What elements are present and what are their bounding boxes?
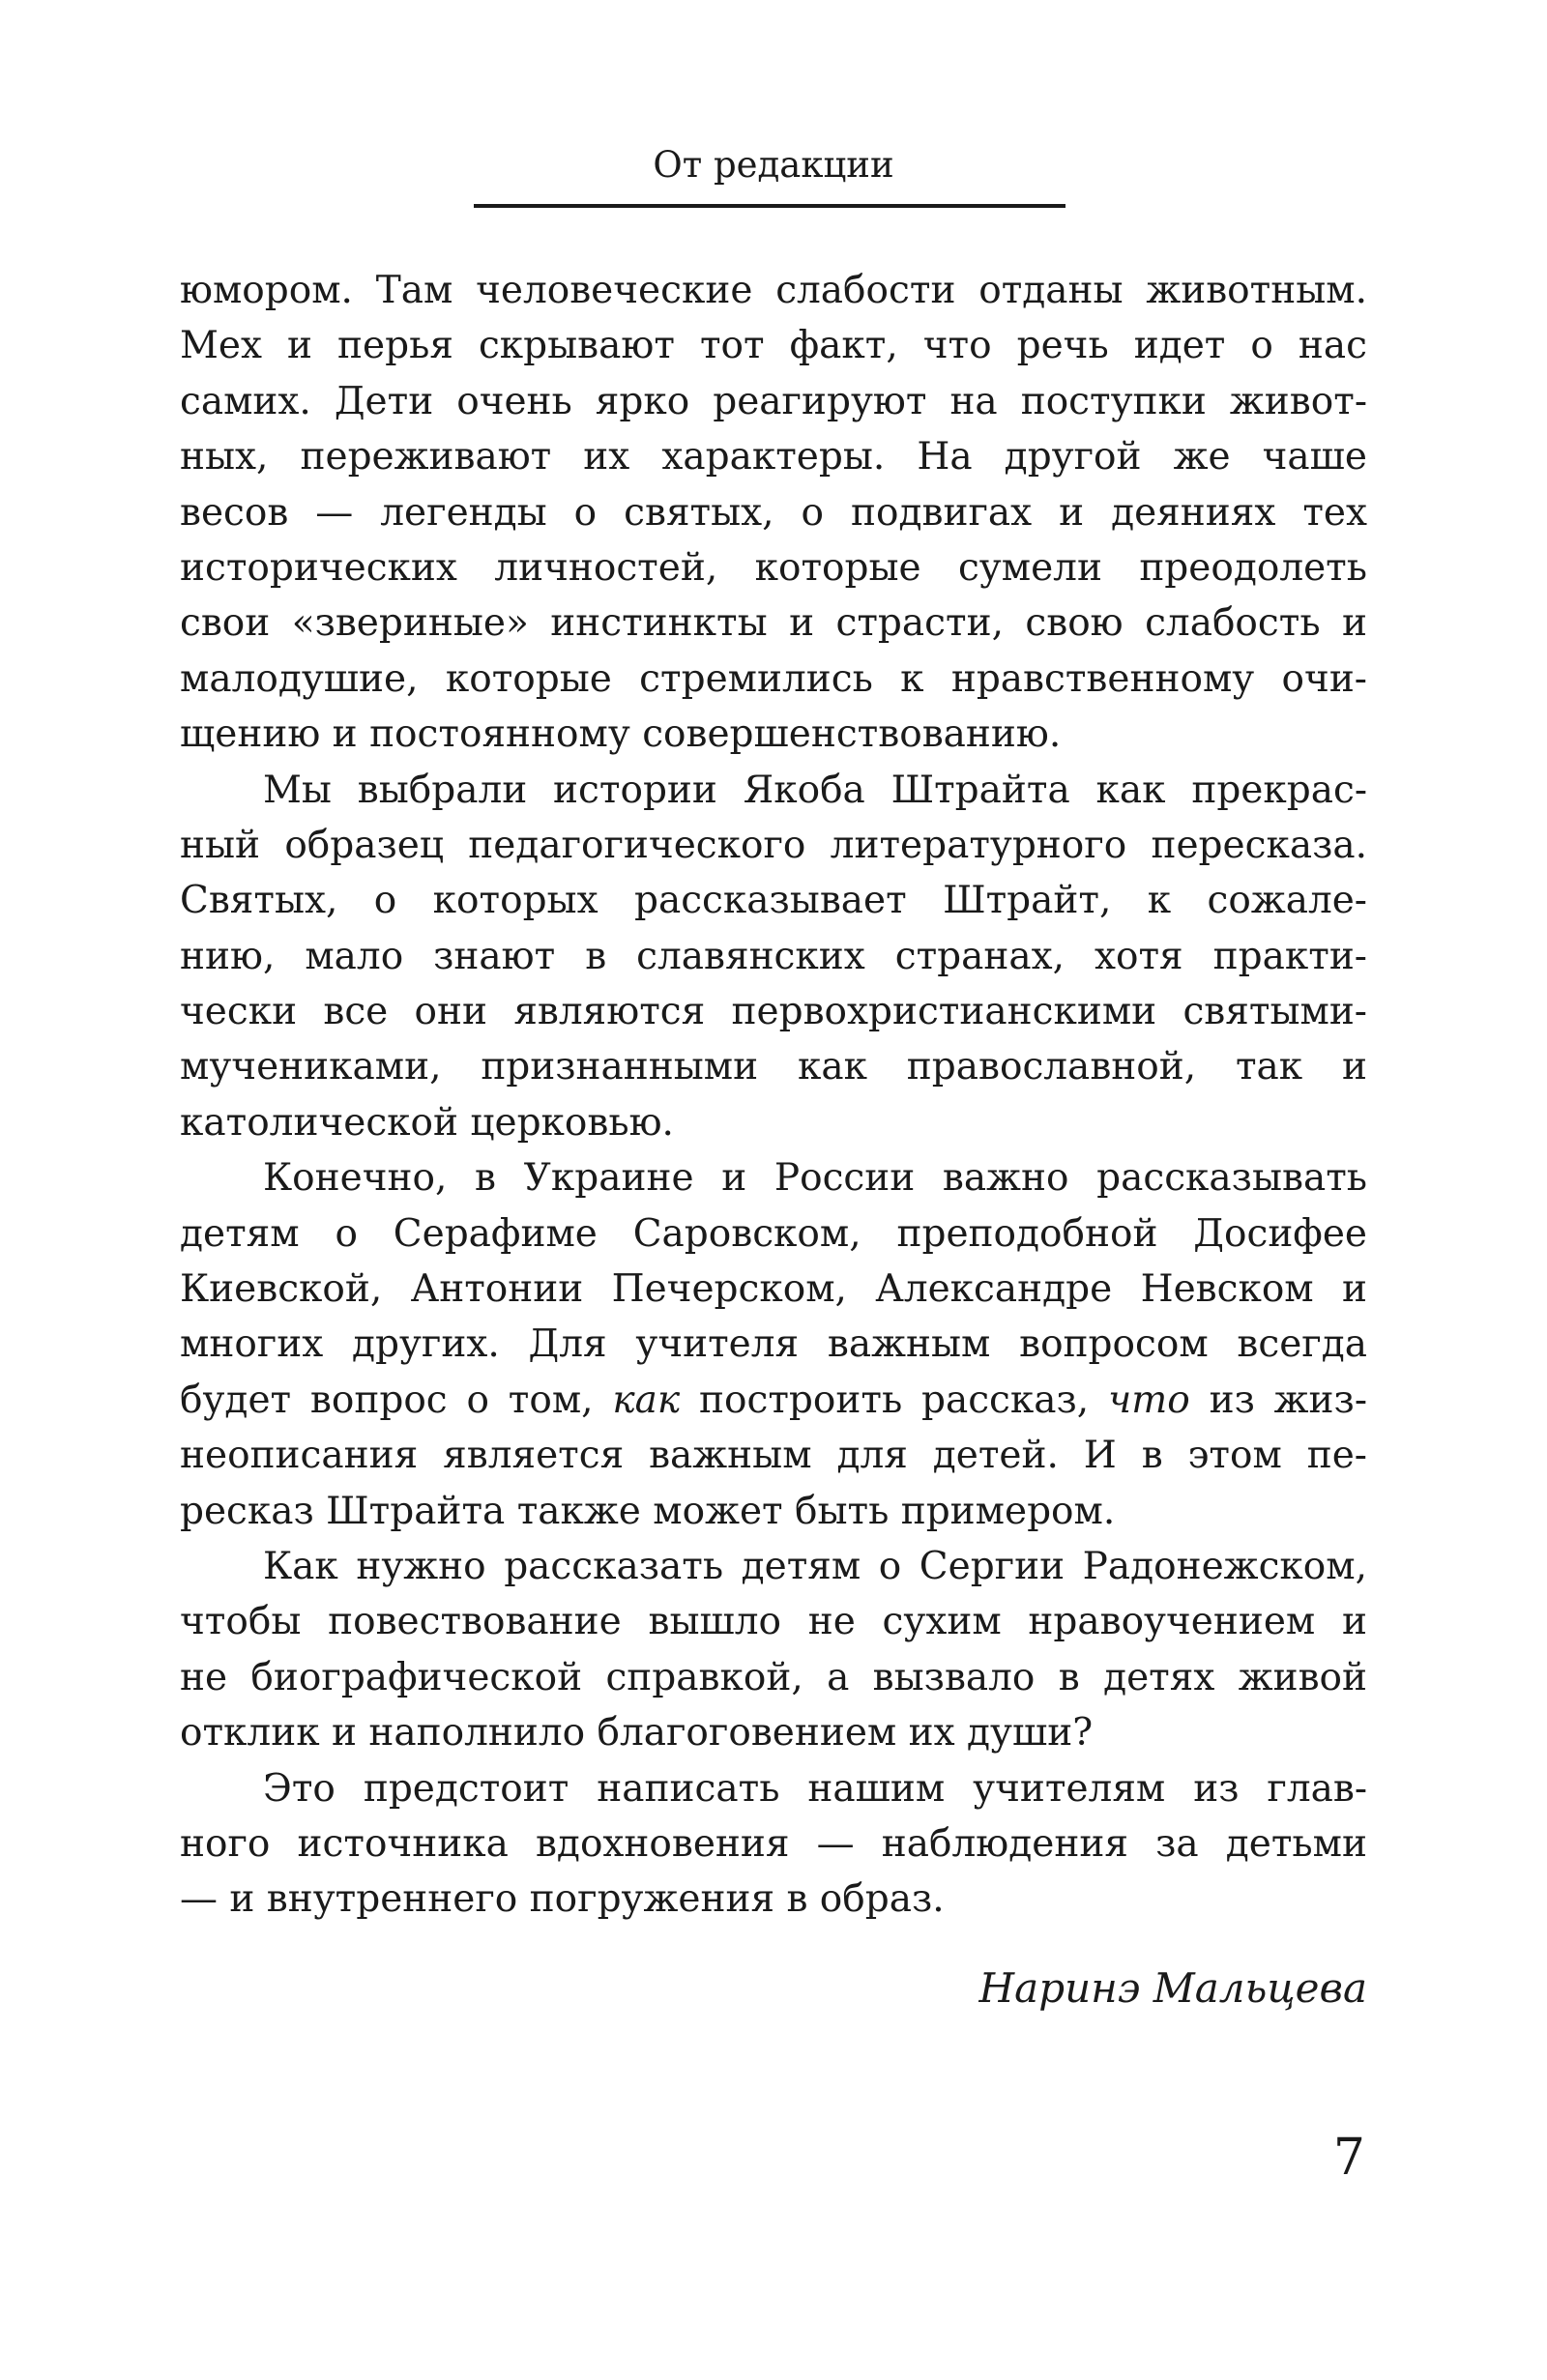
text-line: чески все они являются первохристианскими святыми- xyxy=(180,990,1367,1034)
text-line: ресказ Штрайта также может быть примером. xyxy=(180,1489,1116,1533)
body-text xyxy=(180,263,1367,1928)
text-line: отклик и наполнило благоговением их души? xyxy=(180,1711,1094,1756)
text-line: не биографической справкой, а вызвало в детях живой xyxy=(180,1655,1367,1699)
text-line: юмором. Там человеческие слабости отданы животным. xyxy=(180,269,1367,312)
text-line: — и внутреннего погружения в образ. xyxy=(180,1877,945,1922)
italic-word: как xyxy=(612,1378,681,1422)
paragraph-2 xyxy=(180,763,1367,1151)
paragraph-1 xyxy=(180,263,1367,763)
text-line: ных, переживают их характеры. На другой же чаше xyxy=(180,435,1367,479)
text-line: Мех и перья скрывают тот факт, что речь идет о нас xyxy=(180,324,1367,368)
text-line: Как нужно рассказать детям о Сергии Радонежском, xyxy=(263,1544,1367,1588)
text-line: щению и постоянному совершенствованию. xyxy=(180,712,1062,757)
text-line: Это предстоит написать нашим учителям из глав- xyxy=(263,1766,1367,1811)
text-line: Киевской, Антонии Печерском, Александре Невском и xyxy=(180,1267,1367,1312)
text-line: Мы выбрали истории Якоба Штрайта как прекрас- xyxy=(263,768,1367,812)
text-line-with-italics xyxy=(180,1373,1367,1428)
text-line: католической церковью. xyxy=(180,1100,674,1145)
text-line: многих других. Для учителя важным вопросом всегда xyxy=(180,1322,1367,1367)
text-segment: из жиз- xyxy=(1189,1378,1367,1422)
paragraph-5 xyxy=(180,1761,1367,1928)
text-line: исторических личностей, которые сумели преодолеть xyxy=(180,545,1367,590)
page-number: 7 xyxy=(1332,2129,1365,2187)
text-line: свои «звериные» инстинкты и страсти, свою слабость и xyxy=(180,601,1367,646)
text-segment: построить рассказ, xyxy=(680,1378,1109,1422)
running-head: От редакции xyxy=(653,144,894,186)
paragraph-3 xyxy=(180,1150,1367,1539)
text-line: ный образец педагогического литературного пересказа. xyxy=(180,823,1367,867)
paragraph-4 xyxy=(180,1539,1367,1761)
text-line: ного источника вдохновения — наблюдения за детьми xyxy=(180,1821,1367,1866)
text-line: Конечно, в Украине и России важно рассказывать xyxy=(263,1156,1367,1201)
text-line: детям о Серафиме Саровском, преподобной Досифее xyxy=(180,1211,1367,1256)
text-line: мучениками, признанными как православной, так и xyxy=(180,1045,1367,1089)
text-line: весов — легенды о святых, о подвигах и деяниях тех xyxy=(180,490,1367,535)
text-line: нию, мало знают в славянских странах, хотя практи- xyxy=(180,934,1367,978)
text-line: малодушие, которые стремились к нравственному очи- xyxy=(180,656,1367,701)
text-line: чтобы повествование вышло не сухим нравоучением и xyxy=(180,1600,1367,1644)
text-line: неописания является важным для детей. И в этом пе- xyxy=(180,1434,1367,1478)
text-line: самих. Дети очень ярко реагируют на поступки живот- xyxy=(180,379,1367,423)
text-segment: будет вопрос о том, xyxy=(180,1378,613,1422)
text-line: Святых, о которых рассказывает Штрайт, к сожале- xyxy=(180,879,1367,923)
author-signature: Наринэ Мальцева xyxy=(978,1964,1367,2012)
italic-word: что xyxy=(1108,1378,1190,1422)
header-rule xyxy=(474,204,1065,208)
